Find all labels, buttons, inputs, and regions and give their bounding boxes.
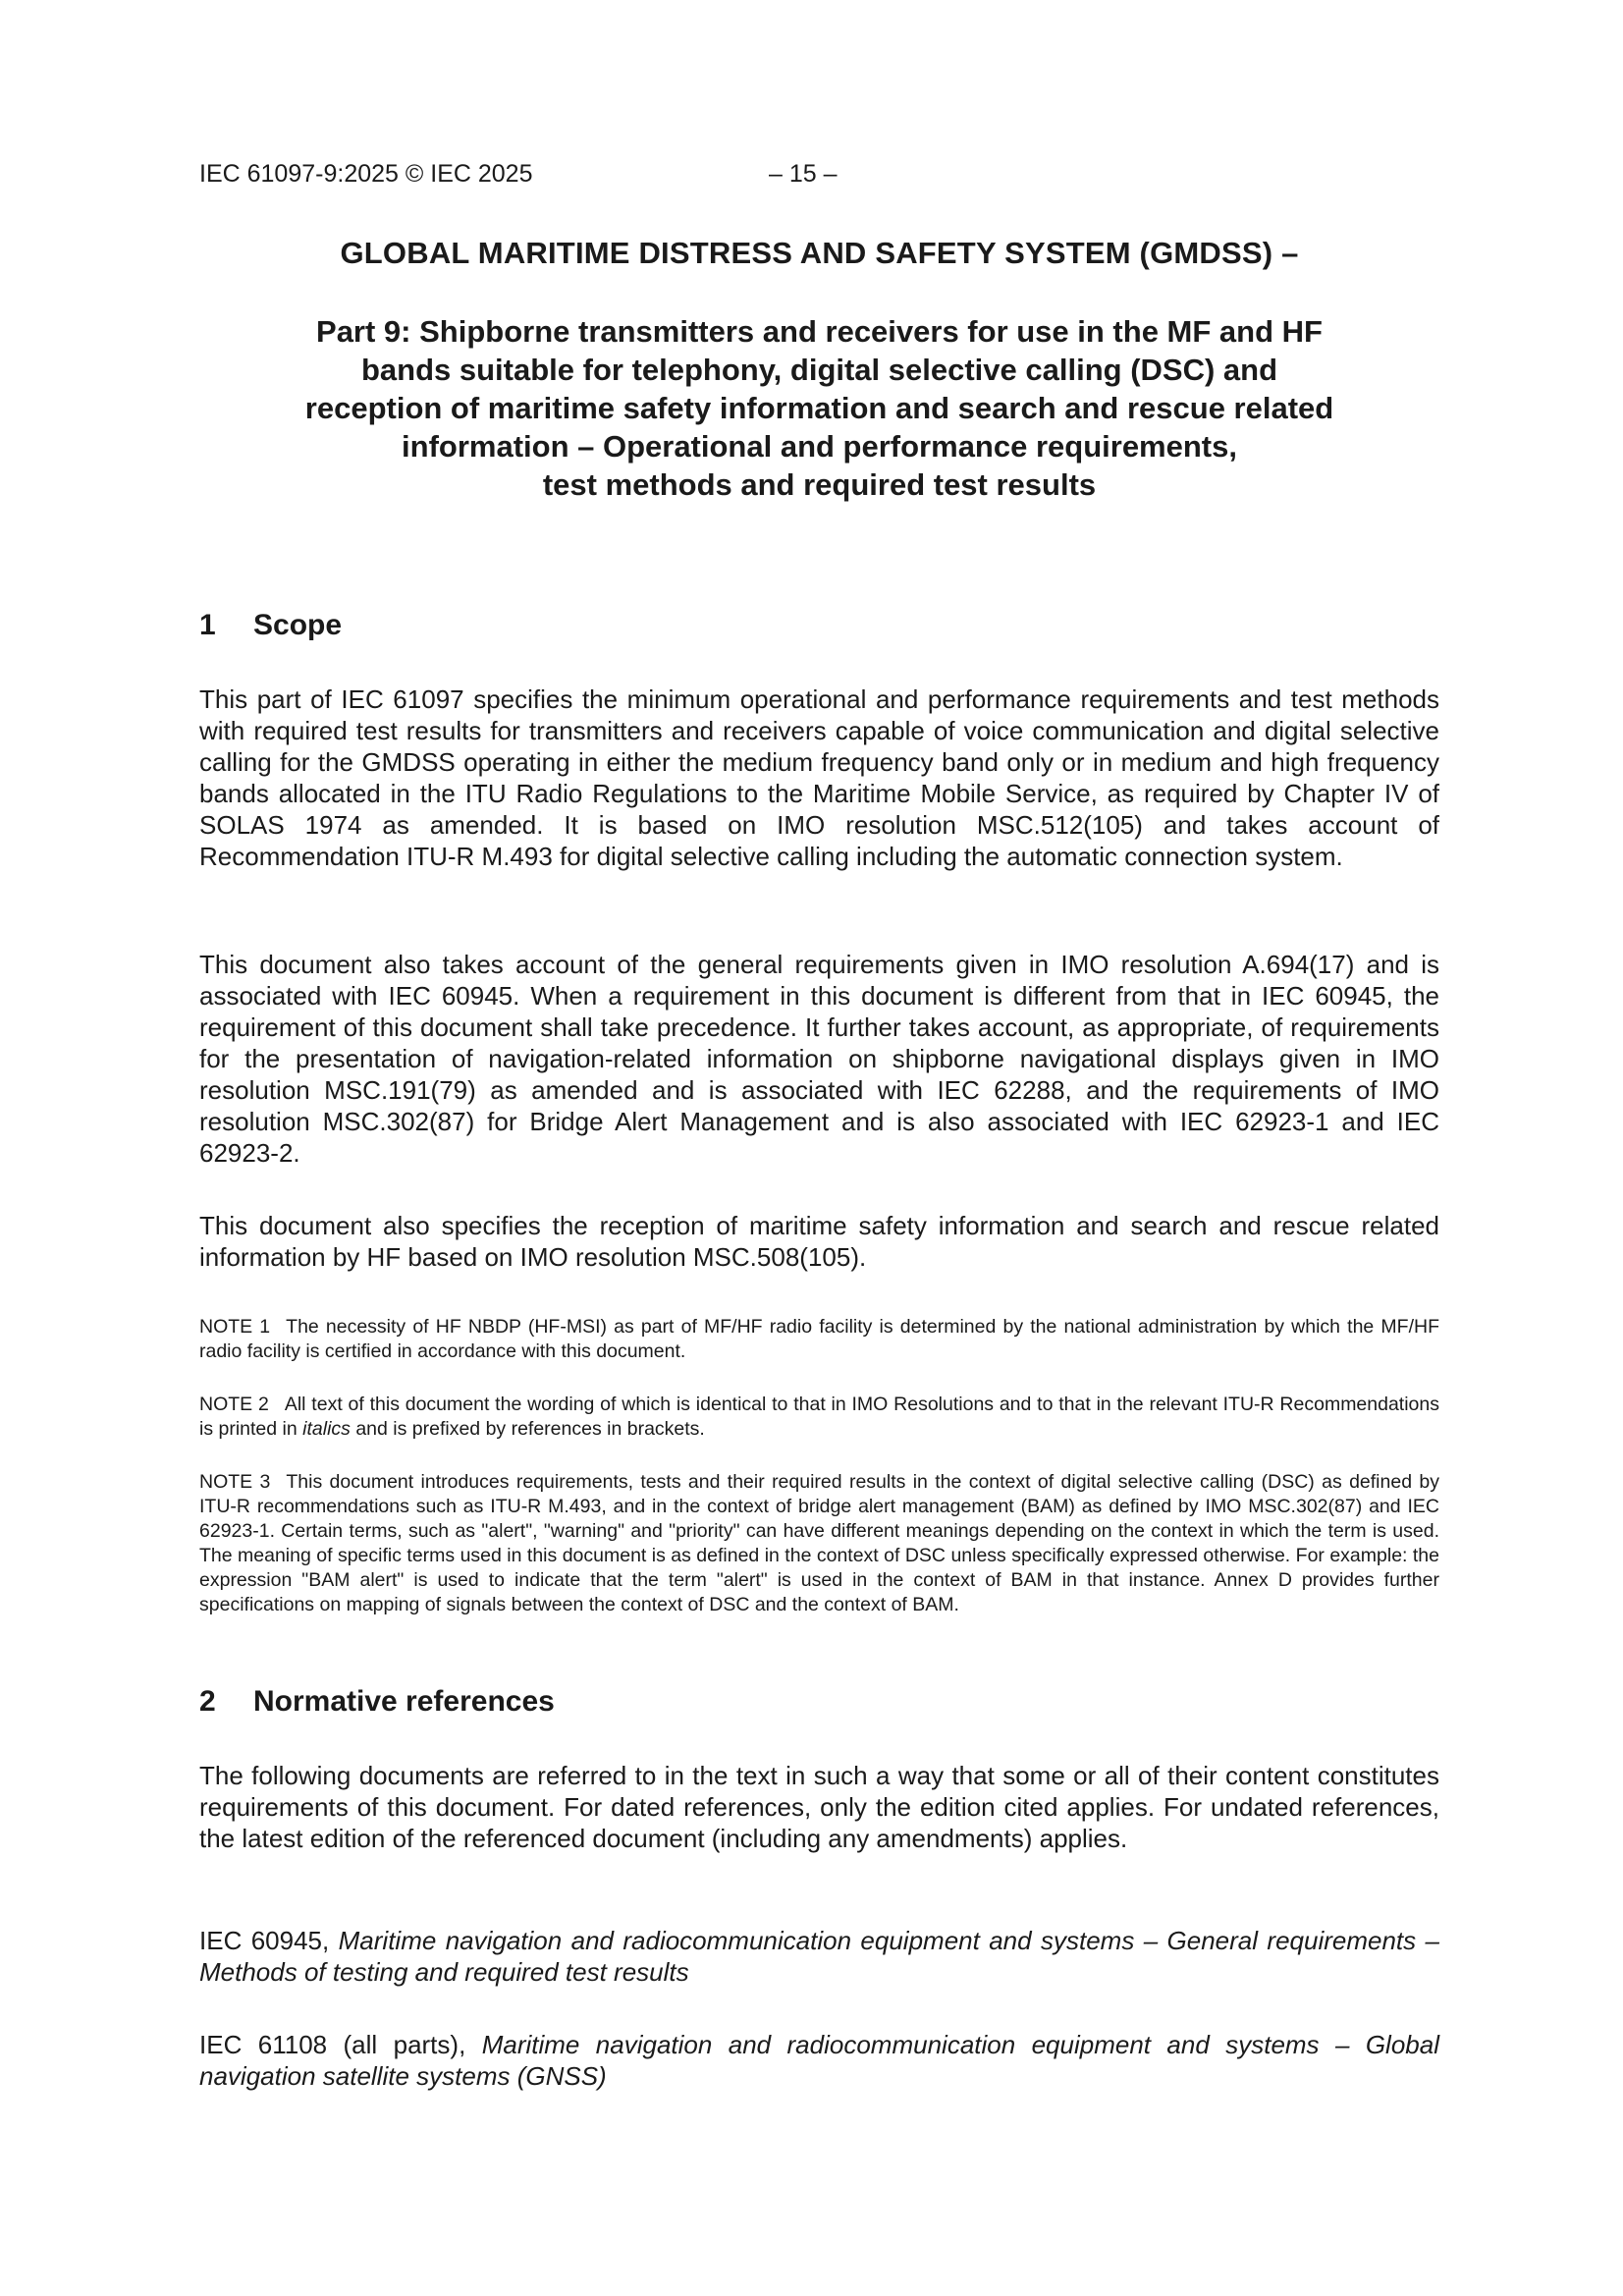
section-title: Normative references	[253, 1685, 555, 1718]
section-1-heading	[199, 609, 1439, 642]
document-subtitle	[199, 312, 1439, 504]
section-number: 2	[199, 1685, 216, 1718]
note-text: The necessity of HF NBDP (HF-MSI) as part of MF/HF radio facility is determined by the national administration by which the MF/HF radio facility is certified in accordance with this document.	[199, 1316, 1439, 1362]
subtitle-line: test methods and required test results	[542, 467, 1097, 502]
reference-title: Maritime navigation and radiocommunication equipment and systems – General requirements – Methods of testing and required test results	[199, 1926, 1439, 1987]
note-text: All text of this document the wording of which is identical to that in IMO Resolutions and to that in the relevant ITU-R Recommendations is printed in	[199, 1394, 1440, 1440]
subtitle-line: reception of maritime safety information and search and rescue related	[304, 391, 1334, 425]
normative-intro: The following documents are referred to in the text in such a way that some or all of their content constitutes requirements of this document. For dated references, only the edition cited applies. For undated references, the latest edition of the referenced document (including any amendments) applies.	[199, 1761, 1439, 1853]
reference-id: IEC 61108 (all parts),	[199, 2030, 466, 2059]
scope-paragraph-3: This document also specifies the reception of maritime safety information and search and rescue related information by HF based on IMO resolution MSC.508(105).	[199, 1211, 1439, 1272]
note-label: NOTE 1	[199, 1316, 271, 1338]
note-3	[199, 1470, 1439, 1617]
scope-paragraph-2: This document also takes account of the general requirements given in IMO resolution A.694(17) and is associated with IEC 60945. When a requirement in this document is different from that in IEC 60945, the requirement of this document shall take precedence. It further takes account, as appropriate, of requirements for the presentation of navigation-related information on shipborne navigational displays given in IMO resolution MSC.191(79) as amended and is associated with IEC 62288, and the requirements of IMO resolution MSC.302(87) for Bridge Alert Management and is also associated with IEC 62923-1 and IEC 62923-2.	[199, 950, 1439, 1168]
subtitle-line: information – Operational and performance requirements,	[402, 429, 1237, 464]
section-number: 1	[199, 609, 216, 641]
subtitle-line: bands suitable for telephony, digital selective calling (DSC) and	[360, 353, 1278, 387]
reference-title: Maritime navigation and radiocommunication equipment and systems – Global navigation satellite systems (GNSS)	[199, 2030, 1439, 2091]
note-label: NOTE 2	[199, 1394, 269, 1415]
document-title: GLOBAL MARITIME DISTRESS AND SAFETY SYSTEM (GMDSS) –	[340, 236, 1299, 270]
note-1	[199, 1315, 1439, 1364]
note-2	[199, 1393, 1439, 1442]
note-label: NOTE 3	[199, 1471, 271, 1493]
section-title: Scope	[253, 609, 343, 641]
page-header	[199, 160, 838, 189]
note-text: This document introduces requirements, tests and their required results in the context of digital selective calling (DSC) as defined by ITU-R recommendations such as ITU-R M.493, and in the context of bridge alert management (BAM) as defined by IMO MSC.302(87) and IEC 62923-1. Certain terms, such as "alert", "warning" and "priority" can have different meanings depending on the context in which the term is used. The meaning of specific terms used in this document is as defined in the context of DSC unless specifically expressed otherwise. For example: the expression "BAM alert" is used to indicate that the term "alert" is used in the context of BAM in that instance. Annex D provides further specifications on mapping of signals between the context of DSC and the context of BAM.	[199, 1471, 1439, 1615]
subtitle-line: Part 9: Shipborne transmitters and receivers for use in the MF and HF	[316, 314, 1323, 349]
reference-item	[199, 2029, 1439, 2092]
reference-id: IEC 60945,	[199, 1926, 330, 1955]
document-identifier: IEC 61097-9:2025 © IEC 2025	[199, 160, 533, 188]
page-number: – 15 –	[769, 160, 838, 188]
reference-item	[199, 1925, 1439, 1988]
note-text-end: and is prefixed by references in brackets.	[355, 1418, 705, 1440]
note-italic-word: italics	[302, 1418, 351, 1440]
section-2-heading	[199, 1685, 1439, 1719]
scope-paragraph-1: This part of IEC 61097 specifies the minimum operational and performance requirements and test methods with required test results for transmitters and receivers capable of voice communication and digital selective calling for the GMDSS operating in either the medium frequency band only or in medium and high frequency bands allocated in the ITU Radio Regulations to the Maritime Mobile Service, as required by Chapter IV of SOLAS 1974 as amended. It is based on IMO resolution MSC.512(105) and takes account of Recommendation ITU-R M.493 for digital selective calling including the automatic connection system.	[199, 684, 1439, 871]
